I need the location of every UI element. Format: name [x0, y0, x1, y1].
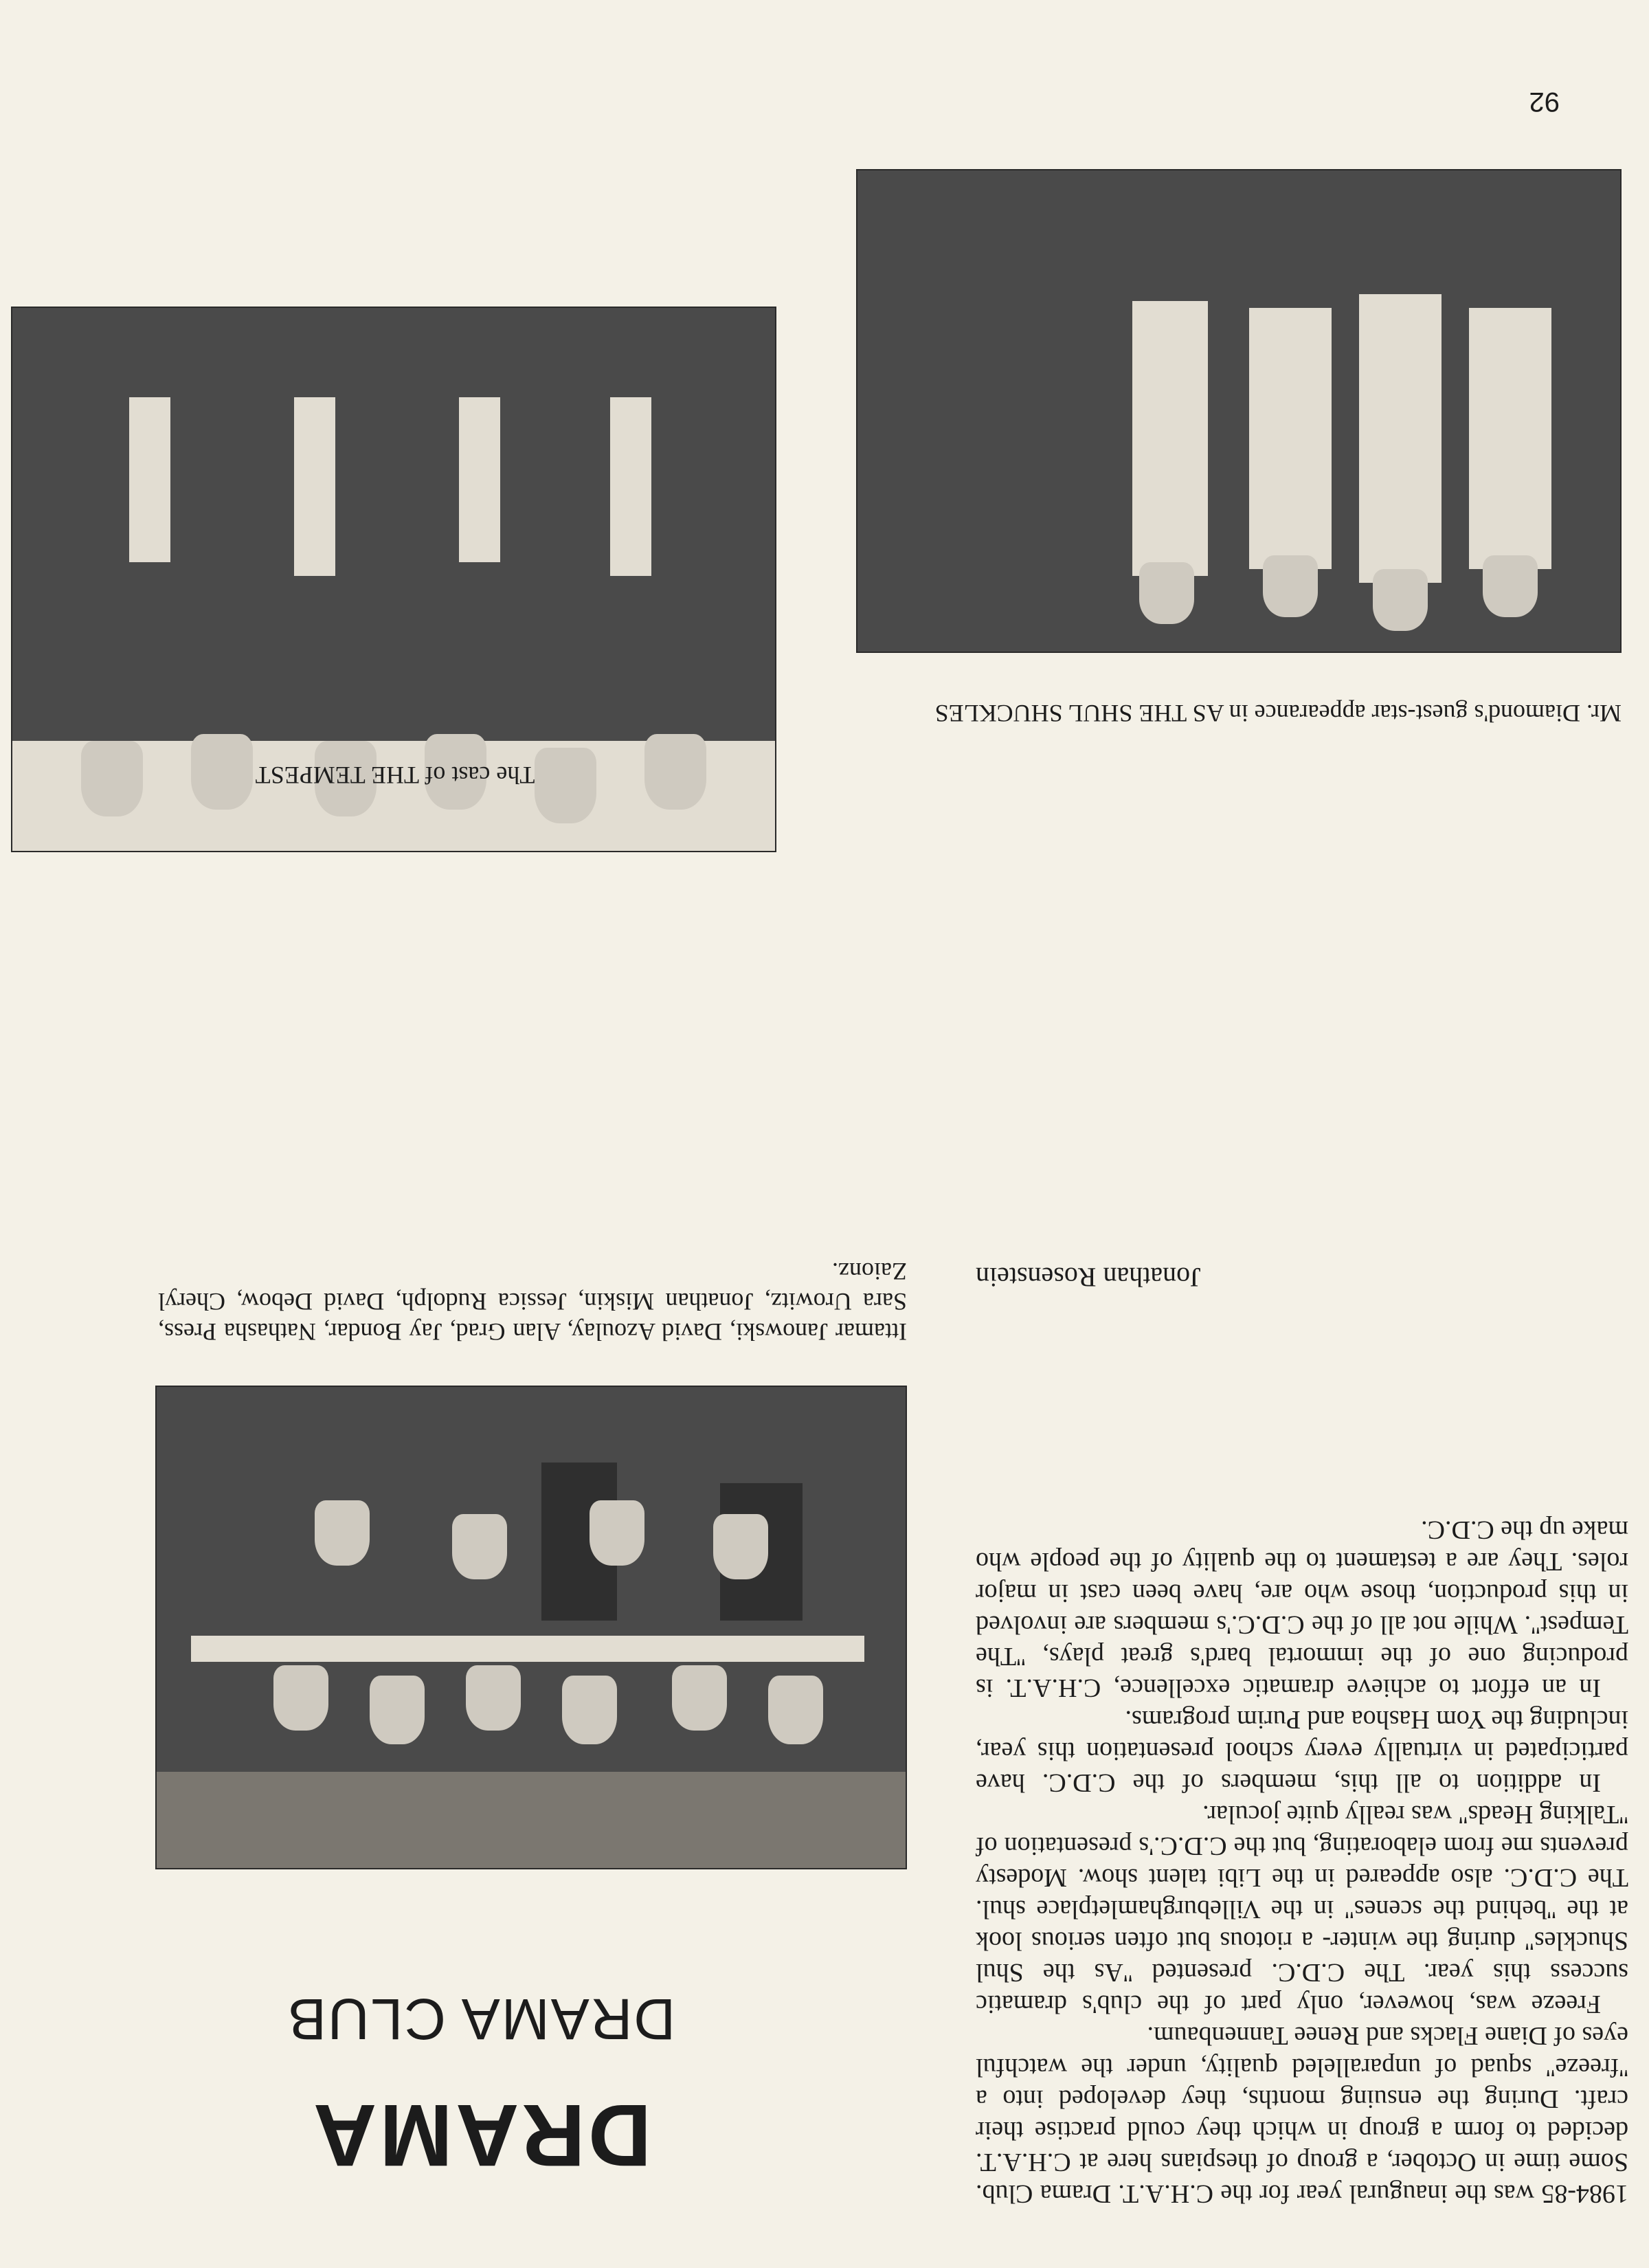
article-byline: Jonathan Rosenstein — [976, 1262, 1201, 1293]
group-photo — [155, 1386, 907, 1869]
group-photo-caption: Ittamar Janowski, David Azoulay, Alan Grad, Jay Bondar, Nathasha Press, Sara Urowitz, Jonathan Miskin, Jessica Rudolph, David Debow, Cheryl Zaionz. — [158, 1258, 907, 1346]
page-subtitle: DRAMA CLUB — [286, 1987, 676, 2052]
page-number: 92 — [1529, 87, 1560, 117]
article-body — [976, 1514, 1628, 2210]
diamond-photo — [856, 169, 1622, 653]
page-title: DRAMA — [310, 2086, 652, 2184]
article-paragraph: 1984-85 was the inaugural year for the C.H.A.T. Drama Club. Some time in October, a group of thespians here at C.H.A.T. decided to form a group in which they could practise their craft. During the ensuing months, they developed into a ''freeze'' squad of unparalleled quality, under the watchful eyes of Diane Flacks and Renee Tannenbaum. — [976, 2021, 1628, 2208]
tempest-cast-caption: The cast of THE TEMPEST — [255, 761, 535, 789]
diamond-photo-caption: Mr. Diamond's guest-star appearance in AS THE SHUL SHUCKLES — [934, 700, 1622, 727]
article-paragraph: In an effort to achieve dramatic excellence, C.H.A.T. is producing one of the immortal bard's great plays, ''The Tempest''. While not all of the C.D.C.'s members are involved in this production, those who are, have been cast in major roles. They are a testament to the quality of the people who make up the C.D.C. — [976, 1515, 1628, 1702]
article-paragraph: Freeze was, however, only part of the club's dramatic success this year. The C.D.C. presented ''As the Shul Shuckles'' during the winter- a riotous but often serious look at the ''behind the scenes'' in the Villeburghamletplace shul. The C.D.C. also appeared in the Libi talent show. Modesty prevents me from elaborating, but the C.D.C.'s presentation of ''Talking Heads'' was really quite jocular. — [976, 1800, 1628, 2019]
article-paragraph: In addition to all this, members of the C.D.C. have participated in virtually every school presentation this year, including the Yom Hashoa and Purim programs. — [976, 1705, 1628, 1797]
